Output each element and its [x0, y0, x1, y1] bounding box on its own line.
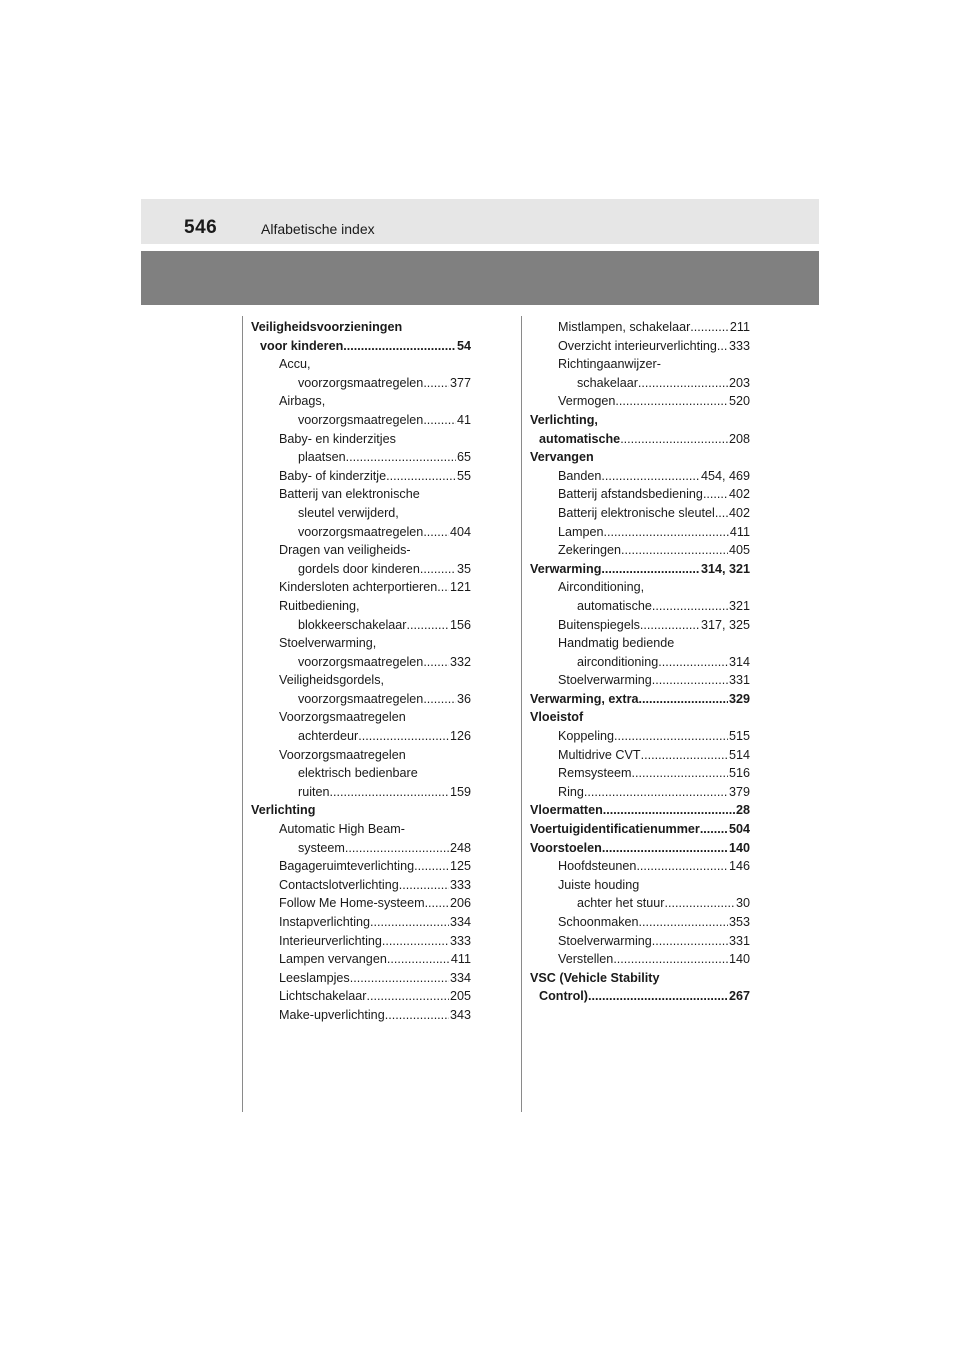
dot-leader: [621, 541, 728, 560]
page-reference: 343: [449, 1007, 471, 1022]
index-entry-text: Vloermatten: [530, 803, 603, 818]
index-entry: [251, 541, 471, 560]
dot-leader: [423, 523, 449, 542]
index-entry: [251, 1006, 471, 1025]
index-entry-text: elektrisch bedienbare: [298, 766, 418, 781]
page-reference: 454, 469: [700, 468, 750, 483]
dot-leader: [346, 448, 456, 467]
dot-leader: [641, 746, 728, 765]
page-reference: 267: [728, 989, 750, 1004]
index-entry: [530, 690, 750, 709]
index-entry: [530, 392, 750, 411]
dot-leader: [423, 411, 456, 430]
index-entry-text: Baby- en kinderzitjes: [279, 431, 396, 446]
page-reference: 140: [728, 840, 750, 855]
index-entry-text: Voorzorgsmaatregelen: [279, 747, 406, 762]
page-reference: 411: [450, 952, 471, 967]
index-entry-text: blokkeerschakelaar: [298, 617, 407, 632]
index-entry-text: Remsysteem: [558, 766, 632, 781]
page-number: 546: [184, 217, 218, 238]
page-reference: 208: [728, 431, 750, 446]
index-entry: [251, 653, 471, 672]
page-reference: 36: [456, 691, 471, 706]
index-entry-text: Ring: [558, 784, 584, 799]
index-entry: [530, 430, 750, 449]
page-reference: 504: [728, 822, 750, 837]
index-entry: [530, 894, 750, 913]
dot-leader: [601, 560, 700, 579]
index-entry: [530, 857, 750, 876]
index-entry-text: Ruitbediening,: [279, 598, 360, 613]
page-reference: 317, 325: [700, 617, 750, 632]
page-reference: 55: [456, 468, 471, 483]
index-entry-text: systeem: [298, 840, 345, 855]
dot-leader: [343, 337, 456, 356]
index-entry-text: Leeslampjes: [279, 970, 350, 985]
page-reference: 353: [728, 915, 750, 929]
page-reference: 314, 321: [700, 561, 750, 576]
index-entry-text: Vervangen: [530, 450, 594, 465]
page-reference: 30: [735, 896, 750, 911]
dot-leader: [652, 597, 728, 616]
index-entry: [251, 318, 471, 337]
index-entry: [251, 932, 471, 951]
index-entry-text: gordels door kinderen: [298, 561, 420, 576]
dot-leader: [425, 894, 449, 913]
dot-leader: [602, 839, 728, 858]
dot-leader: [414, 857, 449, 876]
index-entry: [251, 913, 471, 932]
index-entry: [530, 746, 750, 765]
page-reference: 402: [728, 487, 750, 502]
index-entry: [530, 560, 750, 579]
index-entry-text: Koppeling: [558, 729, 615, 744]
index-entry: [530, 485, 750, 504]
dot-leader: [613, 950, 728, 969]
index-entry: [530, 932, 750, 951]
index-entry-text: Veiligheidsvoorzieningen: [251, 320, 403, 334]
dot-leader: [636, 857, 728, 876]
dot-leader: [603, 801, 735, 820]
index-entry-text: Lampen: [558, 524, 604, 539]
index-entry-text: Baby- of kinderzitje: [279, 468, 387, 483]
page-reference: 321: [728, 598, 750, 613]
dot-leader: [631, 764, 728, 783]
index-entry: [251, 987, 471, 1006]
index-entry-text: Buitenspiegels: [558, 617, 640, 632]
index-entry: [251, 634, 471, 653]
dot-leader: [717, 337, 728, 356]
index-entry: [251, 746, 471, 765]
index-entry: [251, 411, 471, 430]
index-entry: [530, 987, 750, 1006]
index-entry: [251, 504, 471, 523]
dot-leader: [407, 616, 449, 635]
index-entry-text: ruiten: [298, 784, 330, 799]
dot-leader: [350, 969, 449, 988]
page-reference: 332: [449, 654, 471, 669]
dot-leader: [345, 839, 449, 858]
index-entry: [251, 467, 471, 486]
index-entry-text: achterdeur: [298, 729, 359, 744]
page-reference: 334: [449, 970, 471, 985]
page-reference: 206: [449, 896, 471, 911]
index-entry: [251, 839, 471, 858]
dot-leader: [614, 727, 728, 746]
dot-leader: [387, 950, 450, 969]
index-entry: [251, 820, 471, 839]
index-entry: [530, 671, 750, 690]
index-entry-text: Lichtschakelaar: [279, 989, 367, 1004]
index-entry-text: Stoelverwarming: [558, 673, 652, 688]
index-entry: [530, 876, 750, 895]
index-entry-text: Instapverlichting: [279, 915, 371, 929]
page-reference: 126: [449, 729, 471, 744]
index-entry-text: Airbags,: [279, 394, 326, 409]
dot-leader: [652, 932, 728, 951]
index-entry: [251, 578, 471, 597]
dot-leader: [423, 374, 449, 393]
index-entry: [251, 448, 471, 467]
index-entry-text: Voertuigidentificatienummer: [530, 822, 700, 837]
index-entry: [251, 597, 471, 616]
index-entry-text: Verlichting,: [530, 412, 598, 427]
index-entry-text: Automatic High Beam-: [279, 822, 405, 837]
page-reference: 248: [449, 840, 471, 855]
dot-leader: [700, 820, 728, 839]
index-entry-text: Dragen van veiligheids-: [279, 543, 411, 558]
dot-leader: [437, 578, 449, 597]
index-entry: [530, 727, 750, 746]
index-entry: [251, 430, 471, 449]
index-entry-text: Multidrive CVT: [558, 747, 641, 762]
page-reference: 314: [728, 654, 750, 669]
page-reference: 41: [456, 412, 471, 427]
index-entry-text: automatische: [577, 598, 652, 613]
dot-leader: [423, 690, 456, 709]
page-reference: 377: [449, 375, 471, 390]
index-entry: [251, 969, 471, 988]
index-entry: [530, 411, 750, 430]
index-entry: [251, 690, 471, 709]
section-title: Alfabetische index: [261, 221, 375, 237]
page-reference: 516: [728, 766, 750, 781]
index-entry-text: voorzorgsmaatregelen: [298, 654, 424, 669]
index-entry-text: Make-upverlichting: [279, 1007, 385, 1022]
index-entry: [251, 857, 471, 876]
index-entry: [530, 597, 750, 616]
index-entry-text: Follow Me Home-systeem: [279, 896, 425, 911]
index-entry-text: Airconditioning,: [558, 580, 645, 595]
dot-leader: [703, 485, 728, 504]
index-entry-text: automatische: [539, 431, 621, 446]
index-entry: [530, 839, 750, 858]
index-column-left: [251, 318, 471, 1025]
index-entry-text: Batterij elektronische sleutel: [558, 505, 715, 520]
page-reference: 379: [728, 784, 750, 799]
dot-leader: [690, 318, 729, 337]
index-entry-text: Verwarming: [530, 561, 602, 576]
index-entry-text: Bagageruimteverlichting: [279, 859, 415, 874]
dot-leader: [385, 1006, 449, 1025]
index-entry-text: Hoofdsteunen: [558, 859, 637, 874]
index-entry: [251, 783, 471, 802]
page-reference: 35: [456, 561, 471, 576]
page-reference: 404: [449, 524, 471, 539]
index-entry: [530, 708, 750, 727]
index-entry-text: Kindersloten achterportieren: [279, 580, 438, 595]
index-entry-text: voorzorgsmaatregelen: [298, 524, 424, 539]
dot-leader: [665, 894, 735, 913]
index-entry: [251, 876, 471, 895]
dot-leader: [658, 653, 728, 672]
index-entry: [530, 634, 750, 653]
dot-leader: [358, 727, 449, 746]
dot-leader: [382, 932, 449, 951]
page-reference: 28: [735, 803, 750, 818]
index-entry: [251, 764, 471, 783]
index-entry: [251, 894, 471, 913]
index-entry-text: Richtingaanwijzer-: [558, 357, 661, 372]
index-entry-text: Batterij afstandsbediening: [558, 487, 703, 502]
dot-leader: [615, 392, 728, 411]
index-entry: [251, 727, 471, 746]
dot-leader: [330, 783, 449, 802]
dot-leader: [652, 671, 728, 690]
dot-leader: [584, 783, 728, 802]
page-reference: 333: [728, 338, 750, 353]
index-entry-text: Batterij van elektronische: [279, 487, 420, 502]
page-reference: 159: [449, 784, 471, 799]
index-entry-text: voorzorgsmaatregelen: [298, 375, 424, 390]
page-reference: 405: [728, 543, 750, 558]
index-entry-text: Verlichting: [251, 803, 316, 818]
index-entry: [530, 504, 750, 523]
index-entry: [251, 392, 471, 411]
page-reference: 329: [728, 691, 750, 706]
index-column-right: [530, 318, 750, 1006]
page-reference: 411: [729, 524, 750, 539]
page-reference: 331: [728, 933, 750, 948]
index-entry-text: Voorstoelen: [530, 840, 602, 855]
index-entry: [530, 801, 750, 820]
index-entry: [251, 485, 471, 504]
index-entry: [251, 355, 471, 374]
page-reference: 333: [449, 877, 471, 892]
index-entry: [251, 374, 471, 393]
index-entry: [530, 950, 750, 969]
index-entry-text: plaatsen: [298, 450, 346, 465]
index-entry: [530, 783, 750, 802]
dot-leader: [420, 560, 456, 579]
dot-leader: [588, 987, 728, 1006]
index-entry: [530, 969, 750, 988]
page-reference: 156: [449, 617, 471, 632]
index-entry: [530, 578, 750, 597]
page-reference: 125: [449, 859, 471, 874]
index-entry-text: Handmatig bediende: [558, 636, 675, 651]
index-entry-text: voorzorgsmaatregelen: [298, 691, 424, 706]
index-entry-text: Mistlampen, schakelaar: [558, 320, 691, 334]
index-entry-text: Veiligheidsgordels,: [279, 673, 385, 688]
index-entry: [530, 913, 750, 932]
index-entry-text: Zekeringen: [558, 543, 622, 558]
index-entry: [530, 764, 750, 783]
dot-leader: [386, 467, 456, 486]
index-entry-text: VSC (Vehicle Stability: [530, 970, 660, 985]
dot-leader: [399, 876, 449, 895]
page-reference: 334: [449, 915, 471, 929]
index-entry-text: airconditioning: [577, 654, 659, 669]
page-reference: 520: [728, 394, 750, 409]
index-entry-text: Contactslotverlichting: [279, 877, 399, 892]
dot-leader: [639, 690, 728, 709]
dot-leader: [639, 913, 728, 932]
index-entry: [530, 467, 750, 486]
index-entry: [530, 653, 750, 672]
index-entry: [251, 560, 471, 579]
index-entry: [530, 355, 750, 374]
dot-leader: [367, 987, 449, 1006]
index-entry: [251, 950, 471, 969]
page-reference: 205: [449, 989, 471, 1004]
index-entry-text: voorzorgsmaatregelen: [298, 412, 424, 427]
index-entry: [251, 801, 471, 820]
index-entry: [530, 374, 750, 393]
index-entry: [251, 337, 471, 356]
page-reference: 402: [728, 505, 750, 520]
left-column-rule: [242, 316, 243, 1112]
index-entry: [530, 820, 750, 839]
dot-leader: [638, 374, 728, 393]
page-reference: 54: [456, 338, 471, 353]
index-entry: [530, 523, 750, 542]
index-entry-text: Vermogen: [558, 394, 616, 409]
index-entry-text: Schoonmaken: [558, 915, 639, 929]
index-entry-text: Accu,: [279, 357, 311, 372]
index-entry-text: Verwarming, extra: [530, 691, 639, 706]
dot-leader: [640, 616, 700, 635]
page-reference: 146: [728, 859, 750, 874]
page-reference: 515: [728, 729, 750, 744]
index-entry: [530, 616, 750, 635]
middle-column-rule: [521, 316, 522, 1112]
index-entry: [251, 671, 471, 690]
index-entry: [251, 708, 471, 727]
dot-leader: [601, 467, 700, 486]
index-entry: [251, 616, 471, 635]
index-entry-text: schakelaar: [577, 375, 638, 390]
page-reference: 331: [728, 673, 750, 688]
index-entry: [530, 337, 750, 356]
page-reference: 140: [728, 952, 750, 967]
header-band: [141, 251, 819, 305]
index-entry: [530, 318, 750, 337]
page-reference: 203: [728, 375, 750, 390]
dot-leader: [715, 504, 728, 523]
page-reference: 65: [456, 450, 471, 465]
index-entry-text: Voorzorgsmaatregelen: [279, 710, 406, 725]
page-reference: 514: [728, 747, 750, 762]
index-entry-text: sleutel verwijderd,: [298, 505, 399, 520]
dot-leader: [604, 523, 729, 542]
index-entry-text: Banden: [558, 468, 602, 483]
header-bar: [141, 199, 819, 244]
index-entry-text: Control): [539, 989, 588, 1004]
index-entry-text: Stoelverwarming: [558, 933, 652, 948]
page-reference: 211: [729, 320, 750, 334]
index-entry-text: voor kinderen: [260, 338, 344, 353]
index-entry-text: Juiste houding: [558, 877, 640, 892]
index-entry: [530, 541, 750, 560]
index-entry-text: achter het stuur: [577, 896, 665, 911]
page-reference: 121: [449, 580, 471, 595]
index-entry-text: Lampen vervangen: [279, 952, 387, 967]
index-entry-text: Vloeistof: [530, 710, 584, 725]
index-entry-text: Overzicht interieurverlichting: [558, 338, 717, 353]
page-reference: 333: [449, 933, 471, 948]
dot-leader: [620, 430, 728, 449]
dot-leader: [370, 913, 449, 932]
index-entry-text: Verstellen: [558, 952, 614, 967]
dot-leader: [423, 653, 449, 672]
index-entry-text: Interieurverlichting: [279, 933, 382, 948]
index-entry-text: Stoelverwarming,: [279, 636, 377, 651]
index-entry: [251, 523, 471, 542]
index-entry: [530, 448, 750, 467]
